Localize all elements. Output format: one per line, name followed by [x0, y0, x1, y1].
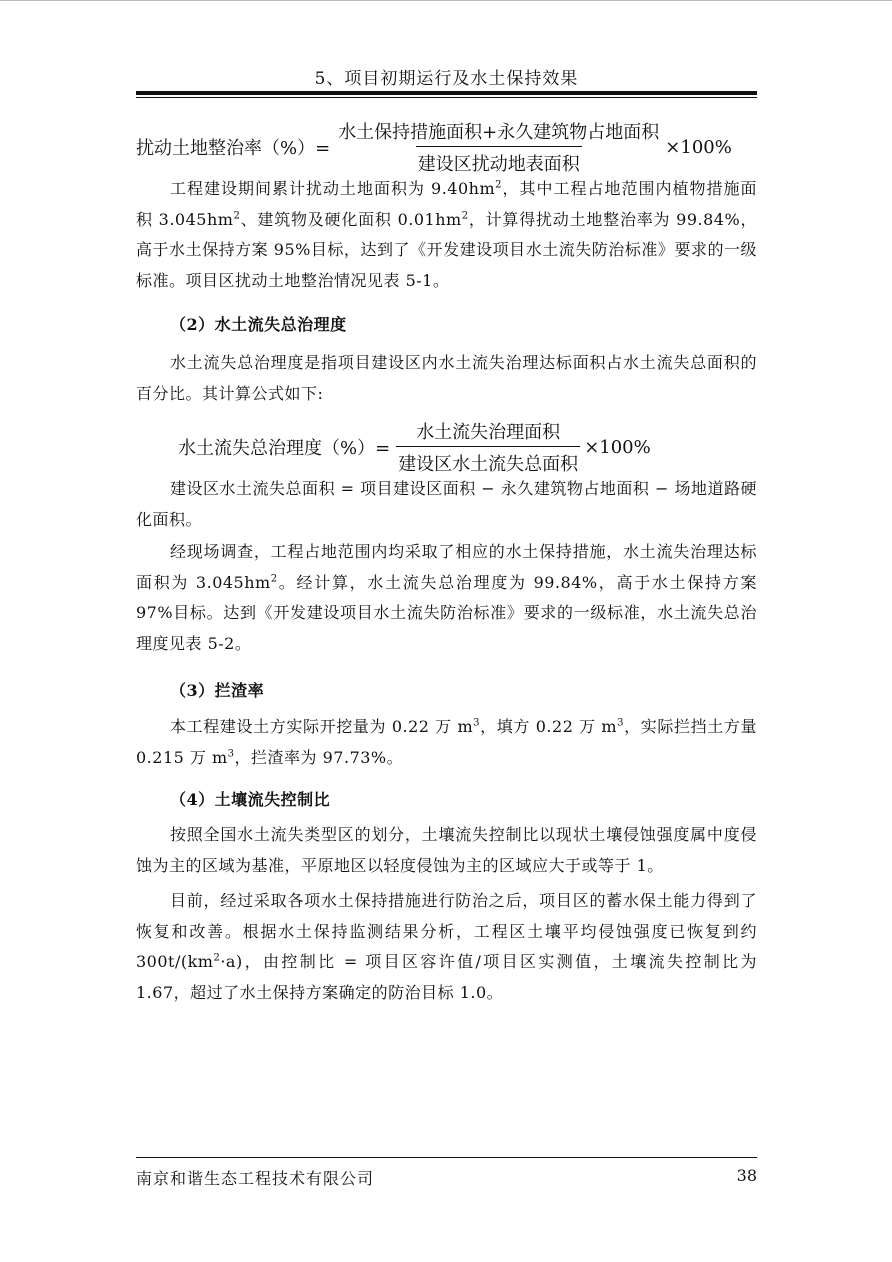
paragraph-soil-loss-ratio-result: 目前，经过采取各项水土保持措施进行防治之后，项目区的蓄水保土能力得到了恢复和改善。根据水土保持监测结果分析，工程区土壤平均侵蚀强度已恢复到约 $300t/(km^2\cdot a)$，由控制比 = 项目区容许值/项目区实测值，土壤流失控制比为 1.67，超过了水土保持方案确定的防治目标 1.0。: [136, 891, 757, 1002]
page-top-edge: [0, 0, 892, 1]
formula-denominator: 建设区水土流失总面积: [396, 446, 580, 476]
page-header-title: 5、项目初期运行及水土保持效果: [314, 69, 579, 89]
formula-multiplier: ×100%: [665, 136, 732, 158]
paragraph-soil-loss-ratio-definition: 按照全国水土流失类型区的划分，土壤流失控制比以现状土壤侵蚀强度属中度侵蚀为主的区域为基准，平原地区以轻度侵蚀为主的区域应大于或等于 1。: [136, 825, 757, 875]
footer-company-name: 南京和谐生态工程技术有限公司: [136, 1169, 375, 1188]
formula-lhs: 水土流失总治理度（%）=: [178, 438, 391, 459]
formula-disturbed-land-rate: [136, 118, 732, 176]
formula-numerator: 水土保持措施面积+永久建筑物占地面积: [338, 122, 660, 143]
formula-fraction: [396, 418, 580, 476]
formula-multiplier: ×100%: [584, 436, 651, 458]
section-heading-4: （4）土壤流失控制比: [170, 790, 331, 809]
paragraph-total-area-definition: 建设区水土流失总面积 = 项目建设区面积 − 永久建筑物占地面积 − 场地道路硬化面积。: [136, 479, 757, 529]
formula-denominator: 建设区扰动地表面积: [416, 146, 582, 176]
footer-rule: [136, 1157, 757, 1158]
formula-fraction: [336, 118, 661, 176]
paragraph-slag-rate: 本工程建设土方实际开挖量为 0.22 万 $m^3$，填方 0.22 万 $m^3$，实际拦挡土方量 0.215 万 $m^3$，拦渣率为 97.73%。: [136, 717, 757, 767]
paragraph-total-control-definition: 水土流失总治理度是指项目建设区内水土流失治理达标面积占水土流失总面积的百分比。其计算公式如下:: [136, 353, 757, 403]
section-heading-2: （2）水土流失总治理度: [170, 315, 347, 334]
section-heading-3: （3）拦渣率: [170, 681, 265, 700]
header-rule-thin: [136, 97, 757, 98]
paragraph-disturbed-land: 工程建设期间累计扰动土地面积为 $9.40hm^2$，其中工程占地范围内植物措施面积 $3.045hm^2$、建筑物及硬化面积 $0.01hm^2$，计算得扰动土地整治率为 99.84%，高于水土保持方案 95%目标，达到了《开发建设项目水土流失防治标准》要求的一级标准。项目区扰动土地整治情况见表 5-1。: [136, 179, 757, 290]
formula-lhs: 扰动土地整治率（%）=: [136, 138, 331, 159]
footer-page-number: 38: [736, 1166, 757, 1185]
formula-numerator: 水土流失治理面积: [416, 422, 561, 443]
paragraph-total-control-result: 经现场调查，工程占地范围内均采取了相应的水土保持措施，水土流失治理达标面积为 $3.045hm^2$。经计算，水土流失总治理度为 99.84%，高于水土保持方案 97%目标。达到《开发建设项目水土流失防治标准》要求的一级标准，水土流失总治理度见表 5-2。: [136, 542, 757, 653]
formula-total-control-degree: [178, 418, 651, 476]
header-rule-thick: [136, 91, 757, 95]
